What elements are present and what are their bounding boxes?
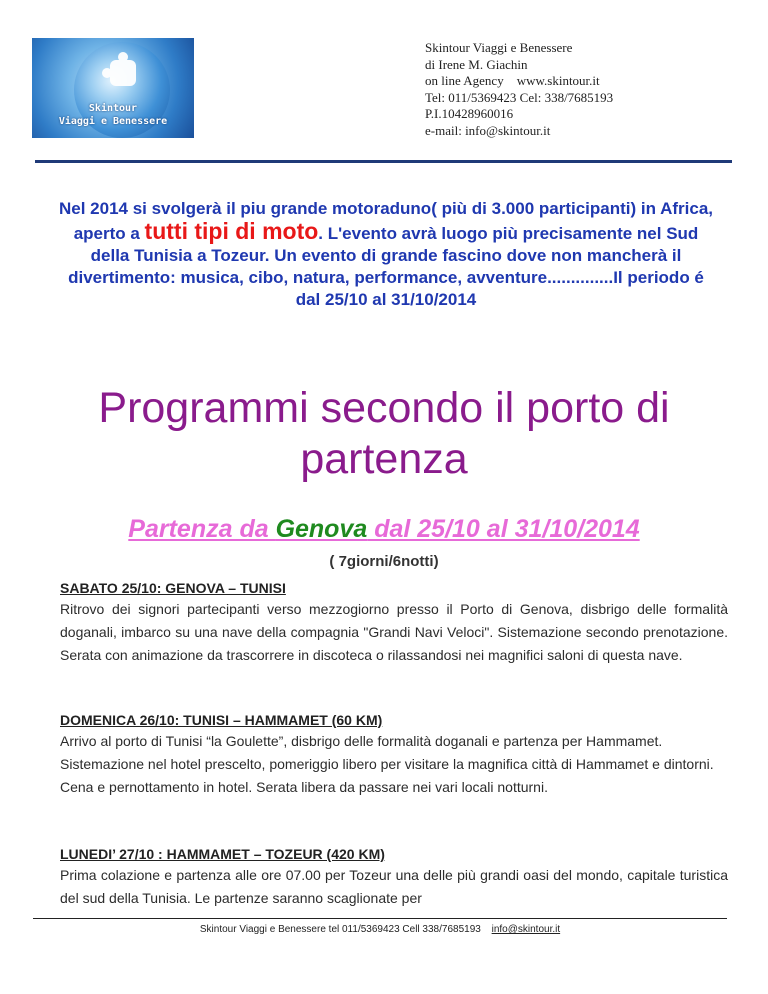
logo-text bbox=[32, 102, 194, 128]
contact-website[interactable]: on line Agency www.skintour.it bbox=[425, 73, 600, 88]
logo-line-2: Viaggi e Benessere bbox=[58, 116, 168, 127]
day-section bbox=[60, 844, 728, 910]
puzzle-piece-icon bbox=[110, 60, 136, 86]
contact-company: Skintour Viaggi e Benessere bbox=[425, 40, 573, 55]
footer-text: Skintour Viaggi e Benessere tel 011/5369423 Cell 338/7685193 bbox=[199, 924, 481, 935]
day-title: SABATO 25/10: GENOVA – TUNISI bbox=[60, 580, 286, 596]
logo-line-1: Skintour bbox=[88, 103, 138, 114]
day-section bbox=[60, 578, 728, 667]
day-description: Ritrovo dei signori partecipanti verso mezzogiorno presso il Porto di Genova, disbrigo delle formalità doganali, imbarco su una nave della compagnia "Grandi Navi Veloci". Sistemazione secondo prenotazione. Serata con animazione da trascorrere in discoteca o rilassandosi nei magnifici saloni di questa nave. bbox=[60, 601, 728, 663]
day-description: Prima colazione e partenza alle ore 07.00 per Tozeur una delle più grandi oasi del mondo, capitale turistica del sud della Tunisia. Le partenze saranno scaglionate per bbox=[60, 867, 728, 906]
intro-text-2: . L'evento avrà luogo più precisamente nel Sud della Tunisia a Tozeur. Un evento di grande fascino dove non mancherà il divertimento: musica, cibo, natura, performance, avventure..............Il periodo é dal 25/10 al 31/10/2014 bbox=[68, 224, 704, 309]
contact-vat: P.I.10428960016 bbox=[425, 106, 514, 121]
header-divider bbox=[35, 160, 732, 163]
footer-email-link[interactable]: info@skintour.it bbox=[491, 924, 561, 935]
contact-phone: Tel: 011/5369423 Cel: 338/7685193 bbox=[425, 89, 614, 105]
footer-divider bbox=[33, 918, 727, 919]
contact-email[interactable]: e-mail: info@skintour.it bbox=[425, 122, 551, 138]
intro-highlight: tutti tipi di moto bbox=[144, 218, 319, 244]
departure-prefix: Partenza da bbox=[128, 515, 276, 543]
day-description: Arrivo al porto di Tunisi “la Goulette”, disbrigo delle formalità doganali e partenza per Hammamet. Sistemazione nel hotel prescelto, pomeriggio libero per visitare la magnifica città di Hammamet e dintorni. Cena e pernottamento in hotel. Serata libera da passare nei vari locali notturni. bbox=[60, 733, 714, 795]
contact-owner: di Irene M. Giachin bbox=[425, 56, 528, 72]
intro-paragraph bbox=[56, 198, 716, 311]
page-title: Programmi secondo il porto di partenza bbox=[98, 384, 670, 483]
contact-block bbox=[425, 40, 613, 139]
day-title: LUNEDI’ 27/10 : HAMMAMET – TOZEUR (420 KM) bbox=[60, 846, 385, 862]
day-title: DOMENICA 26/10: TUNISI – HAMMAMET (60 KM) bbox=[60, 712, 383, 728]
departure-city: Genova bbox=[275, 515, 368, 543]
departure-heading bbox=[40, 515, 728, 544]
intro-text-1: Nel 2014 si svolgerà il piu grande motoraduno( più di 3.000 participanti) in Africa, aperto a bbox=[58, 199, 714, 243]
company-logo bbox=[32, 38, 194, 138]
departure-dates: dal 25/10 al 31/10/2014 bbox=[367, 515, 640, 543]
page-footer bbox=[33, 924, 727, 935]
day-section bbox=[60, 710, 728, 799]
trip-duration: ( 7giorni/6notti) bbox=[329, 553, 439, 570]
